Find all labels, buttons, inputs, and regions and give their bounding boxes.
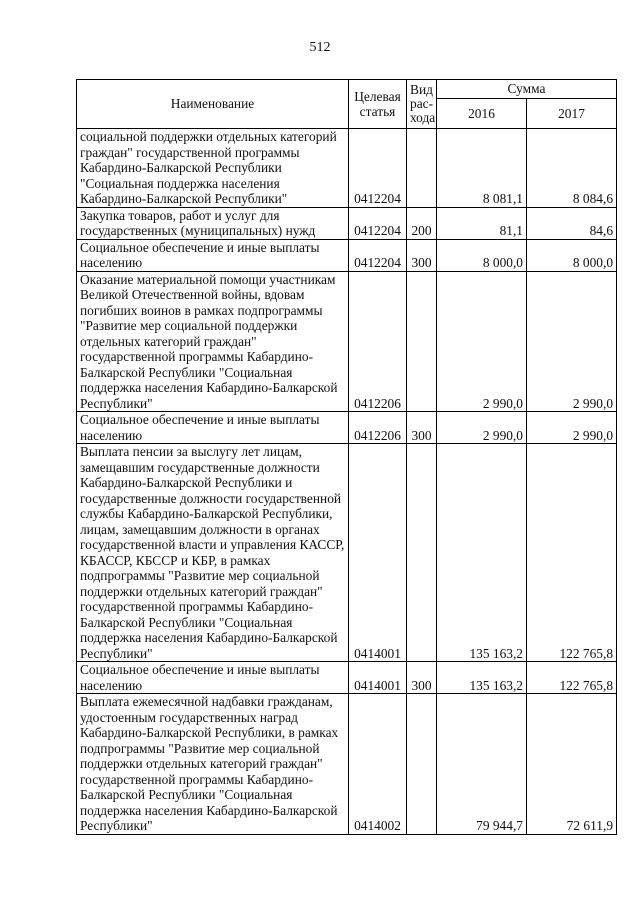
row-value-2016: 2 990,0 [437, 412, 527, 444]
row-code: 0412204 [349, 239, 407, 271]
row-name: Социальное обеспечение и иные выплаты населению [77, 662, 349, 694]
row-name: социальной поддержки отдельных категорий граждан" государственной программы Кабардино-Балкарской Республики "Социальная поддержка населения Кабардино-Балкарской Республики" [77, 129, 349, 208]
row-kind: 300 [407, 412, 437, 444]
row-value-2016: 135 163,2 [437, 662, 527, 694]
row-value-2017: 122 765,8 [527, 662, 617, 694]
row-kind: 300 [407, 662, 437, 694]
row-name: Оказание материальной помощи участникам Великой Отечественной войны, вдовам погибших воинов в рамках подпрограммы "Развитие мер социальной поддержки отдельных категорий граждан" государственной программы Кабардино-Балкарской Республики "Социальная поддержка населения Кабардино-Балкарской Республики" [77, 271, 349, 412]
budget-table [76, 79, 617, 835]
header-year-2017: 2017 [527, 99, 617, 129]
header-year-2016: 2016 [437, 99, 527, 129]
page-number: 512 [309, 40, 331, 55]
table-row [77, 271, 617, 412]
row-kind [407, 129, 437, 208]
row-value-2016: 2 990,0 [437, 271, 527, 412]
table-row [77, 662, 617, 694]
table-row [77, 239, 617, 271]
row-value-2016: 135 163,2 [437, 444, 527, 662]
table-row [77, 207, 617, 239]
row-value-2016: 81,1 [437, 207, 527, 239]
row-kind: 200 [407, 207, 437, 239]
row-code: 0412204 [349, 129, 407, 208]
row-value-2017: 84,6 [527, 207, 617, 239]
row-kind: 300 [407, 239, 437, 271]
row-value-2017: 72 611,9 [527, 694, 617, 835]
row-value-2017: 2 990,0 [527, 271, 617, 412]
row-value-2017: 2 990,0 [527, 412, 617, 444]
header-sum: Сумма [437, 80, 617, 99]
row-value-2017: 122 765,8 [527, 444, 617, 662]
row-code: 0412206 [349, 412, 407, 444]
row-name: Выплата пенсии за выслугу лет лицам, замещавшим государственные должности Кабардино-Балкарской Республики и государственные должности государственной службы Кабардино-Балкарской Республики, лицам, замещавшим должности в органах государственной власти и управления КАССР, КБАССР, КБССР и КБР, в рамках подпрограммы "Развитие мер социальной поддержки отдельных категорий граждан" государственной программы Кабардино-Балкарской Республики "Социальная поддержка населения Кабардино-Балкарской Республики" [77, 444, 349, 662]
table-row [77, 129, 617, 208]
table-row [77, 412, 617, 444]
row-value-2016: 8 081,1 [437, 129, 527, 208]
row-value-2017: 8 000,0 [527, 239, 617, 271]
row-value-2016: 79 944,7 [437, 694, 527, 835]
table-row [77, 694, 617, 835]
row-value-2016: 8 000,0 [437, 239, 527, 271]
row-code: 0414002 [349, 694, 407, 835]
header-target: Целевая статья [349, 80, 407, 129]
row-code: 0412204 [349, 207, 407, 239]
row-kind [407, 694, 437, 835]
header-name: Наименование [77, 80, 349, 129]
header-kind: Вид расхода [407, 80, 437, 129]
row-name: Социальное обеспечение и иные выплаты населению [77, 412, 349, 444]
row-code: 0412206 [349, 271, 407, 412]
table-row [77, 444, 617, 662]
row-name: Выплата ежемесячной надбавки гражданам, удостоенным государственных наград Кабардино-Балкарской Республики, в рамках подпрограммы "Развитие мер социальной поддержки отдельных категорий граждан" государственной программы Кабардино-Балкарской Республики "Социальная поддержка населения Кабардино-Балкарской Республики" [77, 694, 349, 835]
row-name: Закупка товаров, работ и услуг для государственных (муниципальных) нужд [77, 207, 349, 239]
row-name: Социальное обеспечение и иные выплаты населению [77, 239, 349, 271]
row-kind [407, 444, 437, 662]
row-code: 0414001 [349, 662, 407, 694]
row-code: 0414001 [349, 444, 407, 662]
row-value-2017: 8 084,6 [527, 129, 617, 208]
row-kind [407, 271, 437, 412]
